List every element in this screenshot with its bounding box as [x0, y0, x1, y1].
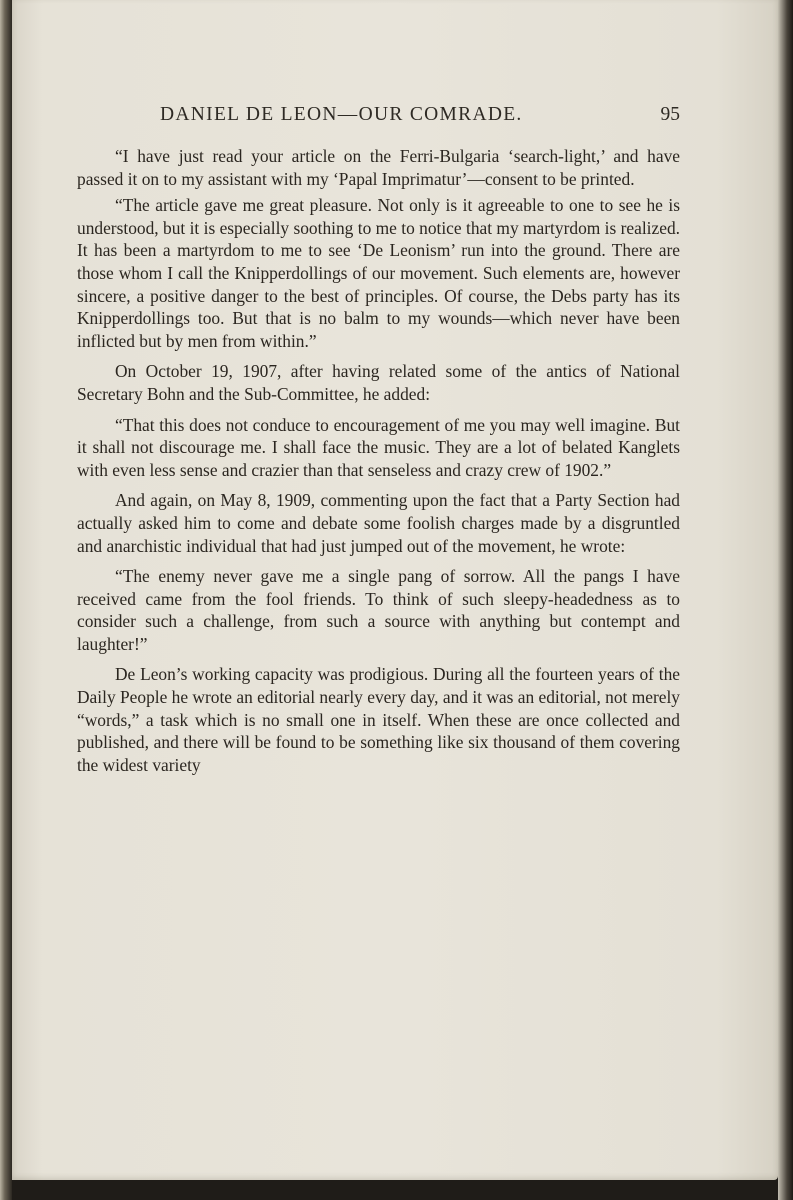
paragraph-enemy-quote: “The enemy never gave me a single pang of sorrow. All the pangs I have received came from the fool friends. To think of such sleepy-headedness as to consider such a challenge, from such a source with anything but contempt and laughter!” [77, 566, 680, 654]
paragraph-may-1909: And again, on May 8, 1909, commenting upon the fact that a Party Section had actually asked him to come and debate some foolish charges made by a disgruntled and anarchistic individual that had just jumped out of the movement, he wrote: [77, 490, 680, 556]
page-edge [778, 0, 793, 1200]
running-head [160, 104, 680, 126]
paragraph-working-capacity: De Leon’s working capacity was prodigious. During all the fourteen years of the Daily People he wrote an editorial nearly every day, and it was an editorial, not merely “words,” a task which is no small one in itself. When these are once collected and published, and there will be found to be something like six thousand of them covering the widest variety [77, 664, 680, 775]
paragraph-kanglets-quote: “That this does not conduce to encouragement of me you may well imagine. But it shall not discourage me. I shall face the music. They are a lot of belated Kanglets with even less sense and crazier than that senseless and crazy crew of 1902.” [77, 414, 680, 480]
page-number: 95 [660, 104, 680, 125]
body-text [77, 145, 680, 776]
book-gutter [0, 0, 12, 1200]
running-head-title: DANIEL DE LEON—OUR COMRADE. [160, 104, 523, 125]
paragraph-letter-opening: “I have just read your article on the Ferri-Bulgaria ‘search-light,’ and have passed it on to my assistant with my ‘Papal Imprimatur’—consent to be printed. [77, 146, 680, 189]
paragraph-letter-martyrdom: “The article gave me great pleasure. Not only is it agreeable to one to see he is understood, but it is especially soothing to me to notice that my martyrdom is realized. It has been a martyrdom to me to see ‘De Leonism’ run into the ground. There are those whom I call the Knipperdollings of our movement. Such elements are, however sincere, a positive danger to the best of principles. Of course, the Debs party has its Knipperdollings too. But that is no balm to my wounds—which never have been inflicted but by men from within.” [77, 195, 680, 351]
paragraph-october-1907: On October 19, 1907, after having related some of the antics of National Secretary Bohn and the Sub-Committee, he added: [77, 361, 680, 404]
